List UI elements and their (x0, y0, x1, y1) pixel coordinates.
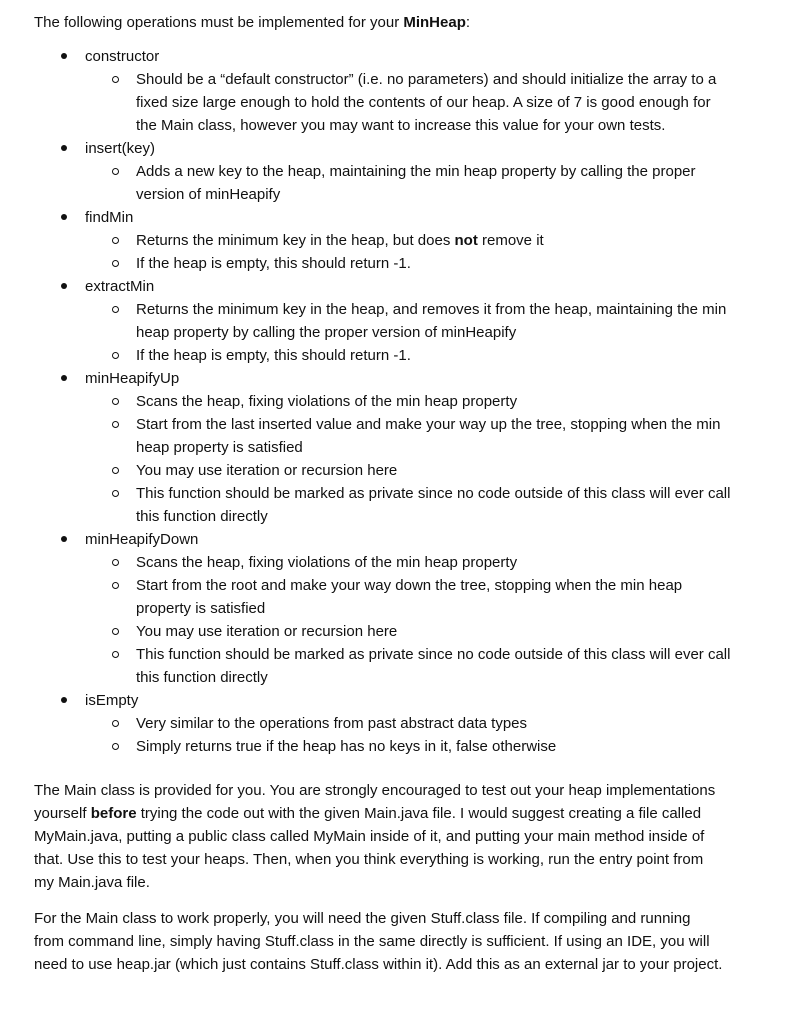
detail-line: This function should be marked as private since no code outside of this class will ever call (136, 646, 731, 663)
operation-details (85, 298, 778, 367)
circle-bullet-icon (112, 628, 119, 635)
operation-name: minHeapifyDown (85, 531, 199, 548)
operation-item (34, 689, 778, 758)
operation-details (85, 68, 778, 137)
operation-item (34, 528, 778, 689)
operation-name: insert(key) (85, 140, 156, 157)
operation-details (85, 712, 778, 758)
detail-item (85, 643, 778, 689)
operation-details (85, 390, 778, 528)
circle-bullet-icon (112, 260, 119, 267)
detail-item (85, 482, 778, 528)
operation-name: extractMin (85, 278, 155, 295)
detail-item (85, 459, 778, 482)
class-name: MinHeap (403, 14, 466, 31)
paragraph-main-class (34, 779, 778, 894)
detail-item (85, 620, 778, 643)
paragraph-line (34, 802, 778, 825)
operation-name: isEmpty (85, 692, 139, 709)
paragraph-line: The Main class is provided for you. You are strongly encouraged to test out your heap implementations (34, 782, 716, 799)
circle-bullet-icon (112, 352, 119, 359)
bullet-icon (61, 145, 67, 151)
bullet-icon (61, 697, 67, 703)
paragraph-line: from command line, simply having Stuff.class in the same directly is sufficient. If using an IDE, you will (34, 933, 710, 950)
detail-line: the Main class, however you may want to increase this value for your own tests. (136, 117, 666, 134)
detail-line: Scans the heap, fixing violations of the min heap property (136, 554, 518, 571)
detail-item (85, 735, 778, 758)
detail-line: this function directly (136, 508, 268, 525)
circle-bullet-icon (112, 168, 119, 175)
bullet-icon (61, 53, 67, 59)
detail-item (85, 298, 778, 344)
paragraph-line: MyMain.java, putting a public class called MyMain inside of it, and putting your main method inside of (34, 828, 705, 845)
detail-line: If the heap is empty, this should return -1. (136, 255, 411, 272)
detail-item (85, 390, 778, 413)
detail-item (85, 68, 778, 137)
bold-text: not (454, 232, 478, 249)
circle-bullet-icon (112, 651, 119, 658)
paragraph-line: my Main.java file. (34, 874, 150, 891)
circle-bullet-icon (112, 559, 119, 566)
detail-item (85, 252, 778, 275)
paragraph-line: For the Main class to work properly, you will need the given Stuff.class file. If compiling and running (34, 910, 691, 927)
circle-bullet-icon (112, 398, 119, 405)
operation-item (34, 367, 778, 528)
detail-line: this function directly (136, 669, 268, 686)
operation-name: constructor (85, 48, 160, 65)
text-span: remove it (477, 232, 544, 249)
detail-line: heap property by calling the proper version of minHeapify (136, 324, 517, 341)
operation-item (34, 137, 778, 206)
detail-item (85, 229, 778, 252)
circle-bullet-icon (112, 720, 119, 727)
detail-line (136, 229, 778, 252)
operation-name: minHeapifyUp (85, 370, 180, 387)
bullet-icon (61, 214, 67, 220)
detail-line: Should be a “default constructor” (i.e. no parameters) and should initialize the array to a (136, 71, 717, 88)
detail-line: heap property is satisfied (136, 439, 303, 456)
circle-bullet-icon (112, 76, 119, 83)
detail-line: Scans the heap, fixing violations of the min heap property (136, 393, 518, 410)
detail-line: You may use iteration or recursion here (136, 462, 398, 479)
circle-bullet-icon (112, 743, 119, 750)
operation-name: findMin (85, 209, 134, 226)
text-span: yourself (34, 805, 91, 822)
detail-line: If the heap is empty, this should return -1. (136, 347, 411, 364)
paragraph-line: that. Use this to test your heaps. Then, when you think everything is working, run the entry point from (34, 851, 704, 868)
operation-item (34, 206, 778, 275)
bullet-icon (61, 536, 67, 542)
operation-item (34, 275, 778, 367)
operation-details (85, 160, 778, 206)
bullet-icon (61, 375, 67, 381)
circle-bullet-icon (112, 421, 119, 428)
paragraph-line: need to use heap.jar (which just contains Stuff.class within it). Add this as an external jar to your project. (34, 956, 723, 973)
paragraph-stuff-class (34, 907, 778, 976)
operation-item (34, 45, 778, 137)
intro-line (34, 11, 778, 34)
circle-bullet-icon (112, 582, 119, 589)
detail-line: Start from the last inserted value and make your way up the tree, stopping when the min (136, 416, 721, 433)
detail-line: Returns the minimum key in the heap, and removes it from the heap, maintaining the min (136, 301, 727, 318)
circle-bullet-icon (112, 467, 119, 474)
detail-line: Simply returns true if the heap has no keys in it, false otherwise (136, 738, 557, 755)
detail-line: version of minHeapify (136, 186, 281, 203)
detail-item (85, 160, 778, 206)
detail-line: Very similar to the operations from past abstract data types (136, 715, 528, 732)
intro-prefix: The following operations must be implemented for your (34, 14, 404, 31)
text-span: Returns the minimum key in the heap, but does (136, 232, 455, 249)
operations-list (34, 45, 778, 758)
circle-bullet-icon (112, 237, 119, 244)
detail-line: Adds a new key to the heap, maintaining the min heap property by calling the proper (136, 163, 696, 180)
detail-line: fixed size large enough to hold the contents of our heap. A size of 7 is good enough for (136, 94, 711, 111)
text-span: trying the code out with the given Main.java file. I would suggest creating a file called (136, 805, 702, 822)
circle-bullet-icon (112, 306, 119, 313)
circle-bullet-icon (112, 490, 119, 497)
detail-item (85, 712, 778, 735)
detail-item (85, 574, 778, 620)
detail-line: You may use iteration or recursion here (136, 623, 398, 640)
operation-details (85, 551, 778, 689)
detail-item (85, 413, 778, 459)
detail-line: Start from the root and make your way down the tree, stopping when the min heap (136, 577, 683, 594)
bullet-icon (61, 283, 67, 289)
intro-suffix: : (465, 14, 471, 31)
detail-line: property is satisfied (136, 600, 266, 617)
detail-item (85, 344, 778, 367)
operation-details (85, 229, 778, 275)
detail-item (85, 551, 778, 574)
detail-line: This function should be marked as private since no code outside of this class will ever call (136, 485, 731, 502)
bold-text: before (90, 805, 137, 822)
